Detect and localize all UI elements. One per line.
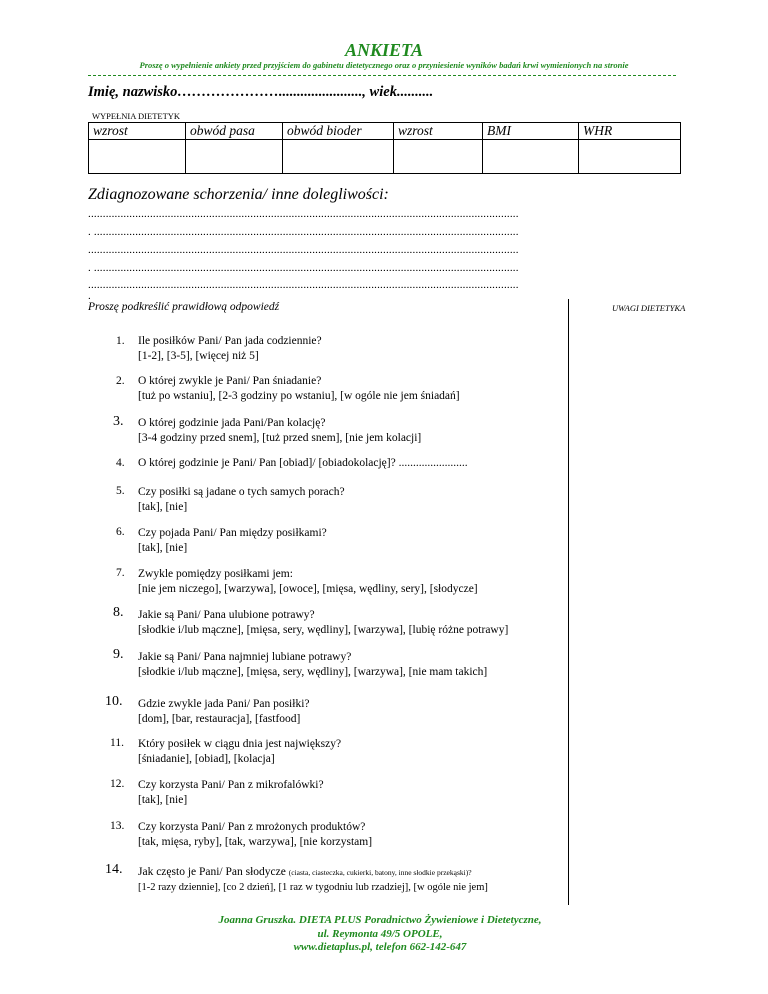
question-item bbox=[138, 485, 568, 515]
name-age-field[interactable]: Imię, nazwisko…………………......................., wiek.......... bbox=[88, 84, 434, 100]
measurements-header-row bbox=[89, 123, 681, 140]
diagnoses-line[interactable]: .................................................................................................................................................. bbox=[88, 244, 519, 256]
question-number: 4. bbox=[116, 457, 125, 469]
measurement-cell[interactable] bbox=[394, 140, 483, 174]
question-number: 12. bbox=[110, 778, 125, 790]
question-item bbox=[138, 374, 568, 404]
question-number: 13. bbox=[110, 820, 125, 832]
diagnoses-line[interactable]: .................................................................................................................................................. bbox=[88, 208, 519, 220]
footer-line: www.dietaplus.pl, telefon 662-142-647 bbox=[293, 941, 467, 953]
measurement-cell[interactable] bbox=[89, 140, 186, 174]
question-item bbox=[138, 526, 568, 556]
measurement-cell[interactable] bbox=[283, 140, 394, 174]
column-header: obwód bioder bbox=[283, 123, 394, 140]
measurements-table bbox=[88, 122, 681, 174]
notes-divider bbox=[568, 299, 569, 905]
question-text: Ile posiłków Pani/ Pan jada codziennie? bbox=[138, 335, 322, 347]
diagnoses-line[interactable]: . ................................................................................................................................................ bbox=[88, 262, 519, 274]
question-text: Czy pojada Pani/ Pan między posiłkami? bbox=[138, 527, 327, 539]
measurement-cell[interactable] bbox=[483, 140, 579, 174]
question-number: 1. bbox=[116, 335, 125, 347]
question-number: 7. bbox=[116, 567, 125, 579]
question-number: 10. bbox=[105, 694, 123, 709]
diagnoses-line[interactable]: .................................................................................................................................................. bbox=[88, 279, 519, 291]
question-text: Który posiłek w ciągu dnia jest największy? bbox=[138, 738, 342, 750]
measurement-cell[interactable] bbox=[579, 140, 681, 174]
question-number: 3. bbox=[113, 414, 124, 429]
question-number: 6. bbox=[116, 526, 125, 538]
question-item bbox=[138, 456, 568, 471]
footer bbox=[140, 914, 620, 955]
question-main-text: Jak często je Pani/ Pan słodycze bbox=[138, 866, 286, 878]
question-note-text: (ciasta, ciasteczka, cukierki, batony, inne słodkie przekąski)? bbox=[288, 868, 472, 877]
answer-options[interactable]: [3-4 godziny przed snem], [tuż przed snem], [nie jem kolacji] bbox=[138, 432, 422, 444]
question-number: 8. bbox=[113, 605, 124, 620]
question-text: Jakie są Pani/ Pana najmniej lubiane potrawy? bbox=[138, 651, 352, 663]
diagnoses-heading: Zdiagnozowane schorzenia/ inne dolegliwości: bbox=[88, 186, 389, 203]
question-number: 14. bbox=[105, 862, 123, 877]
question-item bbox=[138, 697, 568, 727]
question-text bbox=[138, 865, 578, 880]
question-item bbox=[138, 567, 568, 597]
answer-options[interactable]: [słodkie i/lub mączne], [mięsa, sery, wędliny], [warzywa], [nie mam takich] bbox=[138, 666, 488, 678]
question-item bbox=[138, 865, 578, 895]
question-item bbox=[138, 820, 568, 850]
answer-options[interactable]: [słodkie i/lub mączne], [mięsa, sery, wędliny], [warzywa], [lubię różne potrawy] bbox=[138, 624, 509, 636]
column-header: BMI bbox=[483, 123, 579, 140]
question-number: 9. bbox=[113, 647, 124, 662]
question-item bbox=[138, 650, 568, 680]
question-text: O której godzinie jada Pani/Pan kolację? bbox=[138, 417, 326, 429]
question-text: Czy korzysta Pani/ Pan z mikrofalówki? bbox=[138, 779, 324, 791]
footer-line: ul. Reymonta 49/5 OPOLE, bbox=[317, 927, 443, 940]
answer-options[interactable]: [tak], [nie] bbox=[138, 542, 188, 554]
answer-options[interactable]: [śniadanie], [obiad], [kolacja] bbox=[138, 753, 275, 765]
question-item bbox=[138, 416, 568, 446]
question-number: 11. bbox=[110, 737, 124, 749]
question-item bbox=[138, 778, 568, 808]
measurements-input-row bbox=[89, 140, 681, 174]
answer-options[interactable]: [nie jem niczego], [warzywa], [owoce], [mięsa, wędliny, sery], [słodycze] bbox=[138, 583, 478, 595]
question-item bbox=[138, 737, 568, 767]
question-text: Czy posiłki są jadane o tych samych porach? bbox=[138, 486, 345, 498]
column-header: obwód pasa bbox=[186, 123, 283, 140]
diagnoses-line: . bbox=[88, 290, 91, 302]
separator-line bbox=[88, 69, 676, 76]
answer-options[interactable]: [dom], [bar, restauracja], [fastfood] bbox=[138, 713, 301, 725]
question-number: 2. bbox=[116, 375, 125, 387]
answer-options[interactable]: [1-2 razy dziennie], [co 2 dzień], [1 raz w tygodniu lub rzadziej], [w ogóle nie jem] bbox=[138, 882, 488, 893]
question-text: Gdzie zwykle jada Pani/ Pan posiłki? bbox=[138, 698, 310, 710]
page-title: ANKIETA bbox=[344, 40, 424, 60]
question-text: Zwykle pomiędzy posiłkami jem: bbox=[138, 568, 293, 580]
answer-options[interactable]: [tak], [nie] bbox=[138, 794, 188, 806]
diagnoses-line[interactable]: . ................................................................................................................................................ bbox=[88, 226, 519, 238]
instructions-text: Proszę podkreślić prawidłową odpowiedź bbox=[88, 301, 280, 313]
question-item bbox=[138, 334, 568, 364]
question-text[interactable]: O której godzinie je Pani/ Pan [obiad]/ [obiadokolację]? ........................ bbox=[138, 457, 468, 469]
column-header: wzrost bbox=[394, 123, 483, 140]
page-subtitle: Proszę o wypełnienie ankiety przed przyjściem do gabinetu dietetycznego oraz o przyniesienie wyników badań krwi wymienionych na stronie bbox=[139, 60, 629, 70]
measurement-cell[interactable] bbox=[186, 140, 283, 174]
question-text: Jakie są Pani/ Pana ulubione potrawy? bbox=[138, 609, 315, 621]
question-item bbox=[138, 608, 568, 638]
answer-options[interactable]: [tak], [nie] bbox=[138, 501, 188, 513]
answer-options[interactable]: [1-2], [3-5], [więcej niż 5] bbox=[138, 350, 259, 362]
column-header: wzrost bbox=[89, 123, 186, 140]
footer-line: Joanna Gruszka. DIETA PLUS Poradnictwo Żywieniowe i Dietetyczne, bbox=[218, 914, 542, 926]
question-text: Czy korzysta Pani/ Pan z mrożonych produktów? bbox=[138, 821, 366, 833]
column-header: WHR bbox=[579, 123, 681, 140]
question-number: 5. bbox=[116, 485, 125, 497]
dietitian-notes-label: UWAGI DIETETYKA bbox=[612, 303, 686, 313]
question-text: O której zwykle je Pani/ Pan śniadanie? bbox=[138, 375, 322, 387]
dietitian-fill-note: WYPEŁNIA DIETETYK bbox=[92, 111, 181, 121]
answer-options[interactable]: [tak, mięsa, ryby], [tak, warzywa], [nie korzystam] bbox=[138, 836, 373, 848]
answer-options[interactable]: [tuż po wstaniu], [2-3 godziny po wstaniu], [w ogóle nie jem śniadań] bbox=[138, 390, 460, 402]
